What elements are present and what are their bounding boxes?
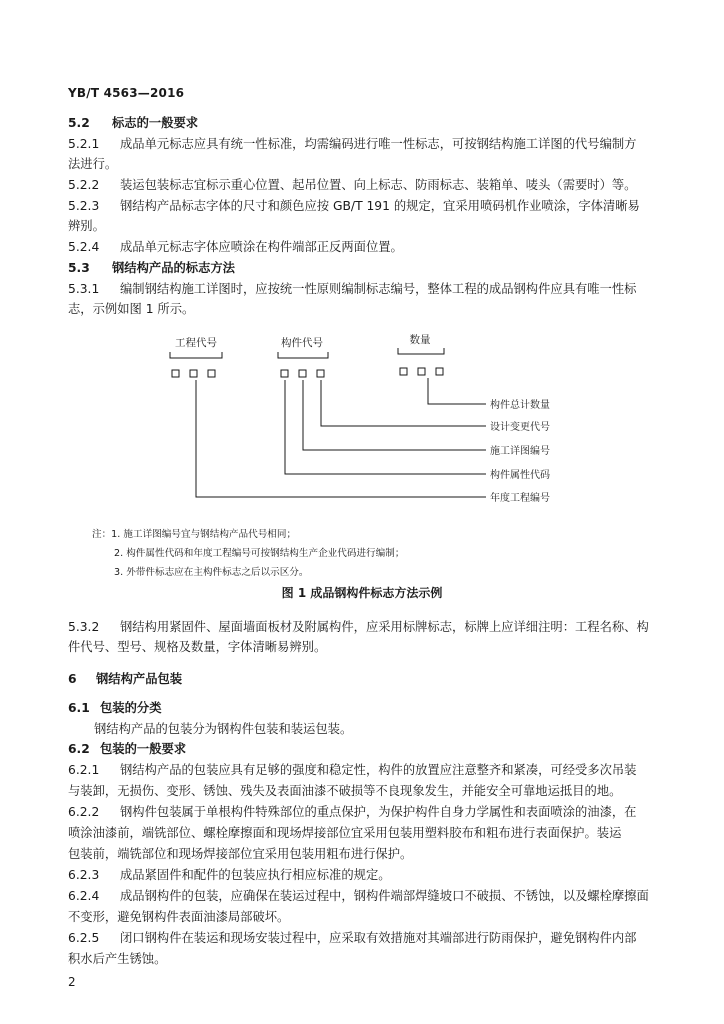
clause-line [68,887,668,905]
clause-text: 编制钢结构施工详图时，应按统一性原则编制标志编号，整体工程的成品钢构件应具有唯一性标 [120,282,637,296]
clause-text: 成品紧固件和配件的包装应执行相应标准的规定。 [120,868,391,882]
code-box [400,368,407,375]
clause-text: 钢结构产品的标志方法 [112,261,235,275]
bracket-member-code [278,352,328,358]
clause-number: 5.2.3 [68,199,100,213]
figure-caption: 图 1 成品钢构件标志方法示例 [281,586,443,600]
clause-number: 6.2.2 [68,805,100,819]
figure-note: 3. 外带件标志应在主构件标志之后以示区分。 [114,567,309,578]
clause-number: 5.2 [68,116,90,130]
bracket-quantity [398,348,444,354]
figure-note: 注：1. 施工详图编号宜与钢结构产品代号相同； [92,529,297,540]
clause-text: 包装前，端铣部位和现场焊接部位宜采用包装用粗布进行保护。 [68,847,413,861]
clause-text: 钢结构产品包装 [96,672,183,686]
clause-number: 6.2.5 [68,931,100,945]
code-box [299,370,306,377]
clause-text: 钢结构用紧固件、屋面墙面板材及附属构件，应采用标牌标志，标牌上应详细注明：工程名称、构 [120,620,649,634]
clause-text: 志，示例如图 1 所示。 [68,302,195,316]
clause-text: 闭口钢构件在装运和现场安装过程中，应采取有效措施对其端部进行防雨保护，避免钢构件内部 [120,931,637,945]
clause-number: 6 [68,672,77,686]
code-box [208,370,215,377]
clause-text: 辨别。 [68,219,105,233]
callout-member-attribute: 构件属性代码 [490,470,550,481]
clause-line [68,929,668,947]
clause-line [68,638,668,656]
clause-number: 5.2.4 [68,240,100,254]
clause-text: 法进行。 [68,157,118,171]
clause-line [68,845,668,863]
clause-number: 6.2.1 [68,763,100,777]
clause-text: 成品单元标志字体应喷涂在构件端部正反两面位置。 [120,240,403,254]
clause-text: 成品单元标志应具有统一性标准，均需编码进行唯一性标志，可按钢结构施工详图的代号编制方 [120,137,637,151]
callout-design-change: 设计变更代号 [490,422,550,433]
clause-number: 6.2 [68,742,90,756]
clause-text: 与装卸，无损伤、变形、锈蚀、残失及表面油漆不破损等不良现象发生，并能安全可靠地运抵目的地。 [68,784,622,798]
code-box [190,370,197,377]
leader-drawing-number [303,380,486,450]
code-box [281,370,288,377]
clause-line [68,950,668,968]
clause-line [68,761,668,779]
clause-text: 件代号、型号、规格及数量，字体清晰易辨别。 [68,640,327,654]
clause-number: 5.2.1 [68,137,100,151]
clause-number: 5.3 [68,261,90,275]
group-label-project-code: 工程代号 [175,337,217,349]
code-box [436,368,443,375]
clause-text: 不变形，避免钢构件表面油漆局部破坏。 [68,910,290,924]
chapter-heading [68,670,668,688]
code-box [317,370,324,377]
clause-text: 钢结构产品的包装分为钢构件包装和装运包装。 [94,722,353,736]
clause-line [68,618,668,636]
clause-text: 标志的一般要求 [112,116,199,130]
clause-number: 5.2.2 [68,178,100,192]
clause-text: 包装的分类 [100,701,162,715]
clause-text: 钢结构产品标志字体的尺寸和颜色应按 GB/T 191 的规定，宜采用喷码机作业喷涂，字体清晰易 [120,199,640,213]
section-heading [68,699,668,717]
clause-text: 积水后产生锈蚀。 [68,952,167,966]
clause-line [68,782,668,800]
clause-line [68,908,668,926]
clause-number: 6.1 [68,701,90,715]
clause-text: 装运包装标志宜标示重心位置、起吊位置、向上标志、防雨标志、装箱单、唛头（需要时）等。 [120,178,637,192]
clause-number: 5.3.1 [68,282,100,296]
clause-text: 喷涂油漆前，端铣部位、螺栓摩擦面和现场焊接部位宜采用包装用塑料胶布和粗布进行表面保护。装运 [68,826,622,840]
clause-line [68,803,668,821]
figure-note: 2. 构件属性代码和年度工程编号可按钢结构生产企业代码进行编制； [114,548,405,559]
standard-number: YB/T 4563—2016 [68,86,185,100]
callout-annual-project: 年度工程编号 [490,493,550,504]
clause-number: 6.2.3 [68,868,100,882]
leader-design-change [321,380,486,426]
clause-text: 成品钢构件的包装，应确保在装运过程中，钢构件端部焊缝坡口不破损、不锈蚀，以及螺栓摩擦面 [120,889,649,903]
clause-line [68,866,668,884]
callout-drawing-number: 施工详图编号 [490,446,550,457]
clause-text: 钢构件包装属于单根构件特殊部位的重点保护，为保护构件自身力学属性和表面喷涂的油漆，在 [120,805,637,819]
clause-line [68,720,694,738]
clause-text: 钢结构产品的包装应具有足够的强度和稳定性，构件的放置应注意整齐和紧凑，可经受多次吊装 [120,763,637,777]
code-box [418,368,425,375]
group-label-quantity: 数量 [409,334,431,346]
clause-number: 6.2.4 [68,889,100,903]
callout-total-quantity: 构件总计数量 [490,400,550,411]
leader-member-attribute [285,380,486,474]
clause-line [68,824,668,842]
bracket-project-code [170,352,222,358]
section-heading [68,740,668,758]
clause-number: 5.3.2 [68,620,100,634]
clause-text: 包装的一般要求 [100,742,187,756]
code-box [172,370,179,377]
leader-total-quantity [428,378,486,404]
leader-annual-project [196,380,486,497]
page-number: 2 [68,975,76,989]
group-label-member-code: 构件代号 [281,337,323,349]
